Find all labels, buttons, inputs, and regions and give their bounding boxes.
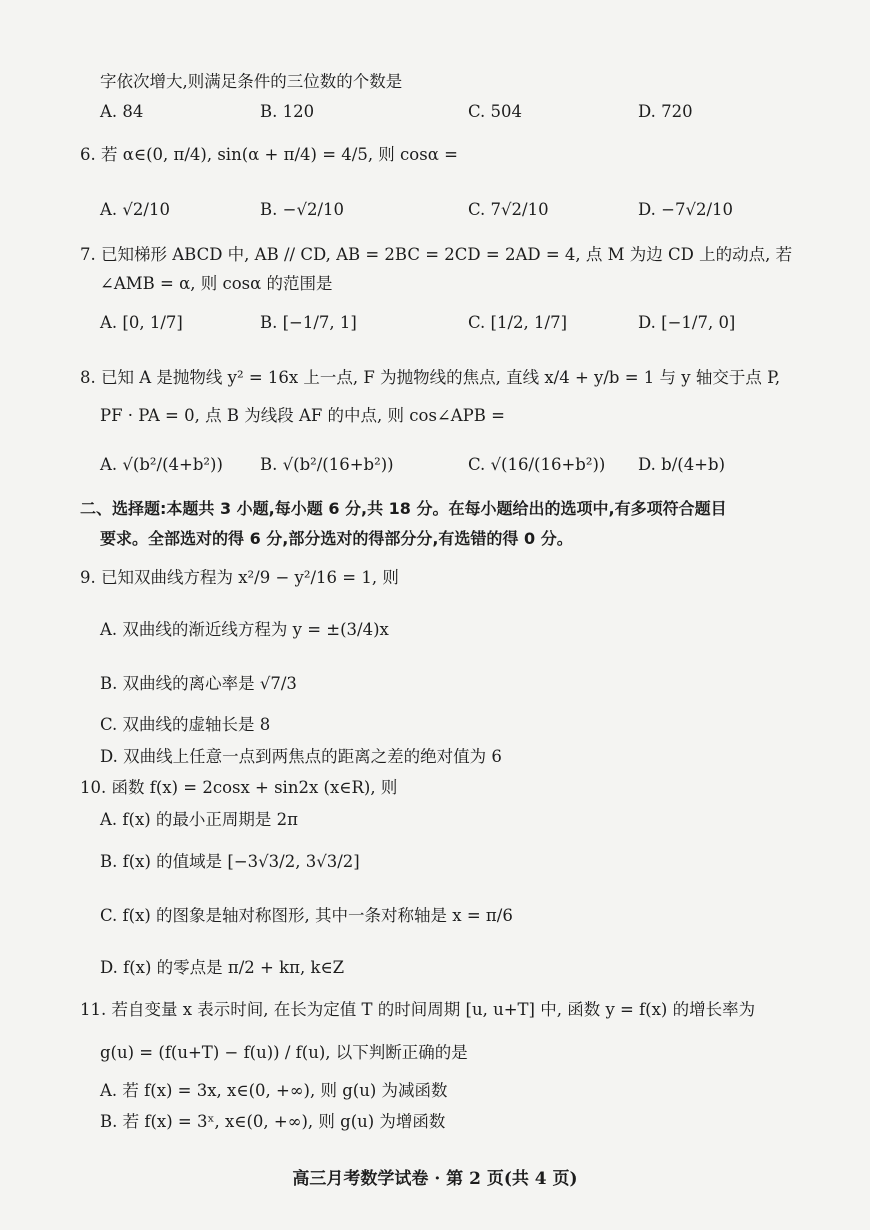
q7-stem-line2: ∠AMB = α, 则 cosα 的范围是 [100, 274, 333, 293]
q8-option-d: D. b/(4+b) [638, 455, 726, 474]
q8-option-a: A. √(b²/(4+b²)) [100, 455, 223, 474]
q6-stem: 6. 若 α∈(0, π/4), sin(α + π/4) = 4/5, 则 cosα = [80, 145, 458, 164]
q9-option-c: C. 双曲线的虚轴长是 8 [100, 715, 271, 734]
q7-option-d: D. [−1/7, 0] [638, 313, 736, 332]
q5-continuation: 字依次增大,则满足条件的三位数的个数是 [100, 72, 403, 91]
q6-option-c: C. 7√2/10 [468, 200, 549, 219]
q5-option-d: D. 720 [638, 102, 693, 121]
q6-option-a: A. √2/10 [100, 200, 170, 219]
q8-stem-line2: PF · PA = 0, 点 B 为线段 AF 的中点, 则 cos∠APB = [100, 406, 505, 425]
q7-option-c: C. [1/2, 1/7] [468, 313, 567, 332]
q11-stem-line2: g(u) = (f(u+T) − f(u)) / f(u), 以下判断正确的是 [100, 1043, 468, 1062]
q10-option-a: A. f(x) 的最小正周期是 2π [100, 810, 299, 829]
page-footer: 高三月考数学试卷 · 第 2 页(共 4 页) [292, 1169, 578, 1189]
q11-option-b: B. 若 f(x) = 3ˣ, x∈(0, +∞), 则 g(u) 为增函数 [100, 1112, 446, 1131]
q5-option-c: C. 504 [468, 102, 523, 121]
q8-option-c: C. √(16/(16+b²)) [468, 455, 606, 474]
q7-options [100, 313, 830, 353]
q7-option-a: A. [0, 1/7] [100, 313, 183, 332]
section2-heading-line2: 要求。全部选对的得 6 分,部分选对的得部分分,有选错的得 0 分。 [100, 529, 573, 548]
q11-stem-line1: 11. 若自变量 x 表示时间, 在长为定值 T 的时间周期 [u, u+T] 中, 函数 y = f(x) 的增长率为 [80, 1000, 756, 1019]
q5-option-a: A. 84 [100, 102, 144, 121]
q6-option-b: B. −√2/10 [260, 200, 345, 219]
q9-stem: 9. 已知双曲线方程为 x²/9 − y²/16 = 1, 则 [80, 568, 399, 587]
q6-options [100, 200, 830, 240]
q6-option-d: D. −7√2/10 [638, 200, 734, 219]
section2-heading-line1: 二、选择题:本题共 3 小题,每小题 6 分,共 18 分。在每小题给出的选项中,有多项符合题目 [80, 499, 727, 518]
q9-option-a: A. 双曲线的渐近线方程为 y = ±(3/4)x [100, 620, 389, 639]
q7-option-b: B. [−1/7, 1] [260, 313, 357, 332]
q10-option-b: B. f(x) 的值域是 [−3√3/2, 3√3/2] [100, 852, 360, 871]
q7-stem-line1: 7. 已知梯形 ABCD 中, AB // CD, AB = 2BC = 2CD = 2AD = 4, 点 M 为边 CD 上的动点, 若 [80, 245, 793, 264]
q10-option-d: D. f(x) 的零点是 π/2 + kπ, k∈Z [100, 958, 345, 977]
q8-stem-line1: 8. 已知 A 是抛物线 y² = 16x 上一点, F 为抛物线的焦点, 直线 x/4 + y/b = 1 与 y 轴交于点 P, [80, 368, 781, 387]
q10-stem: 10. 函数 f(x) = 2cosx + sin2x (x∈R), 则 [80, 778, 398, 797]
q5-options [100, 102, 830, 142]
q9-option-d: D. 双曲线上任意一点到两焦点的距离之差的绝对值为 6 [100, 747, 502, 766]
q10-option-c: C. f(x) 的图象是轴对称图形, 其中一条对称轴是 x = π/6 [100, 906, 513, 925]
q8-option-b: B. √(b²/(16+b²)) [260, 455, 394, 474]
q5-option-b: B. 120 [260, 102, 315, 121]
q8-options [100, 455, 830, 495]
q9-option-b: B. 双曲线的离心率是 √7/3 [100, 674, 297, 693]
q11-option-a: A. 若 f(x) = 3x, x∈(0, +∞), 则 g(u) 为减函数 [100, 1081, 448, 1100]
